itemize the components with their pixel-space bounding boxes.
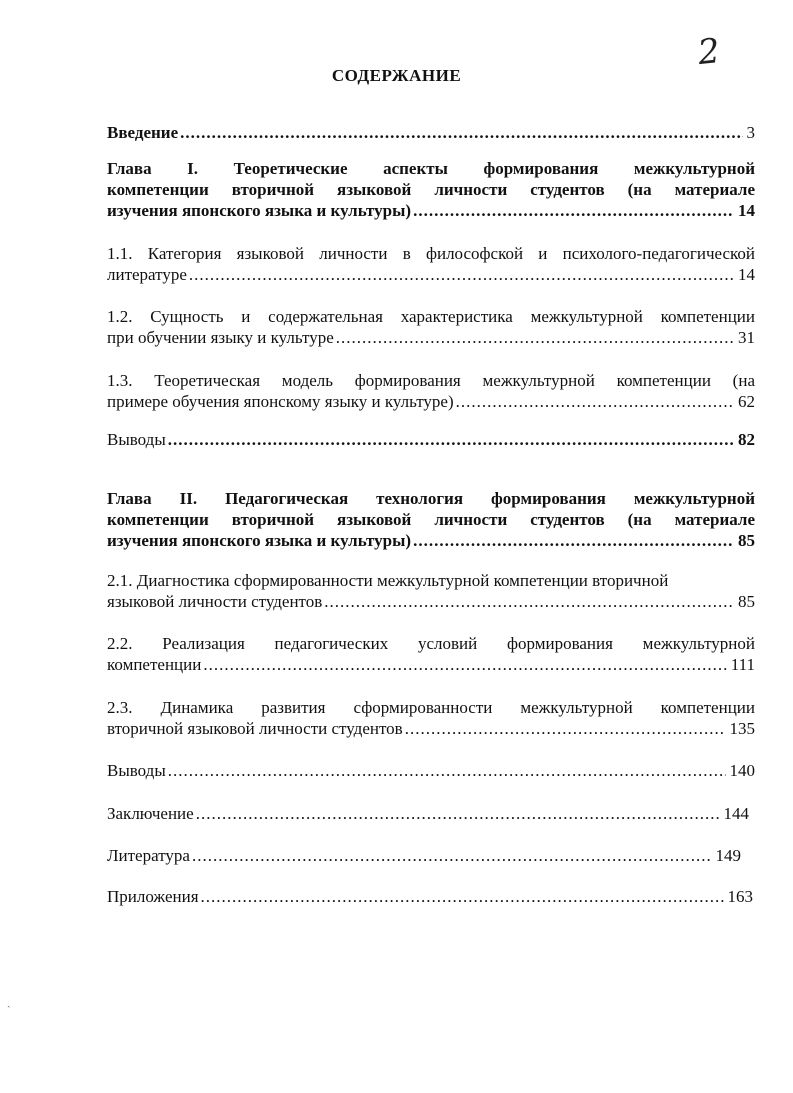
toc-entry-line: 2.2. Реализация педагогических условий формирования межкультурной (107, 634, 755, 653)
leader-dots (405, 718, 726, 739)
leader-dots (413, 200, 734, 221)
toc-entry-conclusions-2 (107, 760, 755, 781)
leader-dots (180, 122, 742, 143)
toc-entry-title: Заключение (107, 804, 194, 823)
toc-entry-line: 1.2. Сущность и содержательная характеристика межкультурной компетенции (107, 307, 755, 326)
toc-entry-page: 85 (738, 531, 755, 550)
leader-dots (203, 654, 726, 675)
toc-entry-page: 31 (738, 328, 755, 347)
leader-dots (324, 591, 734, 612)
toc-entry-line: Глава II. Педагогическая технология формирования межкультурной (107, 489, 755, 508)
toc-entry-appendices (107, 886, 753, 907)
leader-dots (196, 803, 720, 824)
toc-entry-page: 149 (715, 846, 741, 865)
toc-entry-section-2-3 (107, 697, 755, 739)
leader-dots (336, 327, 734, 348)
toc-entry-line: Глава I. Теоретические аспекты формирования межкультурной (107, 159, 755, 178)
toc-entry-page: 144 (723, 804, 749, 823)
toc-entry-page: 85 (738, 592, 755, 611)
leader-dots (189, 264, 734, 285)
toc-entry-line: компетенции (107, 655, 202, 674)
toc-entry-conclusions-1 (107, 429, 755, 450)
toc-entry-line: изучения японского языка и культуры) (107, 531, 412, 550)
toc-entry-introduction (107, 122, 755, 143)
handwritten-page-number: 2 (695, 30, 722, 74)
toc-entry-line: 2.3. Динамика развития сформированности межкультурной компетенции (107, 698, 755, 717)
toc-entry-page: 163 (727, 887, 753, 906)
leader-dots (413, 530, 734, 551)
toc-entry-line: 1.1. Категория языковой личности в философской и психолого-педагогической (107, 244, 755, 263)
toc-entry-conclusion (107, 803, 749, 824)
toc-entry-title: Выводы (107, 430, 166, 449)
toc-entry-page: 14 (738, 201, 755, 220)
toc-entry-page: 62 (738, 392, 755, 411)
toc-entry-line: компетенции вторичной языковой личности студентов (на материале (107, 180, 755, 199)
leader-dots (201, 886, 724, 907)
leader-dots (192, 845, 712, 866)
toc-entry-line: 1.3. Теоретическая модель формирования межкультурной компетенции (на (107, 371, 755, 390)
toc-entry-page: 14 (738, 265, 755, 284)
toc-entry-chapter-1 (107, 158, 755, 221)
toc-entry-line: компетенции вторичной языковой личности студентов (на материале (107, 510, 755, 529)
toc-entry-line: 2.1. Диагностика сформированности межкультурной компетенции вторичной (107, 571, 669, 590)
toc-entry-title: Введение (107, 123, 179, 142)
leader-dots (168, 760, 726, 781)
toc-entry-page: 140 (729, 761, 755, 780)
page-title: СОДЕРЖАНИЕ (331, 66, 462, 85)
toc-entry-page: 82 (738, 430, 755, 449)
leader-dots (168, 429, 734, 450)
toc-entry-line: вторичной языковой личности студентов (107, 719, 403, 738)
toc-entry-line: примере обучения японскому языку и культуре) (107, 392, 454, 411)
toc-entry-section-2-1 (107, 570, 755, 612)
toc-entry-line: языковой личности студентов (107, 592, 323, 611)
toc-entry-section-2-2 (107, 633, 755, 675)
scan-speck: ˎ (7, 997, 11, 1008)
toc-entry-page: 111 (730, 655, 755, 674)
toc-entry-line: при обучении языку и культуре (107, 328, 334, 347)
toc-entry-line: литературе (107, 265, 187, 284)
toc-entry-title: Выводы (107, 761, 166, 780)
toc-entry-section-1-3 (107, 370, 755, 412)
toc-entry-bibliography (107, 845, 741, 866)
toc-entry-chapter-2 (107, 488, 755, 551)
leader-dots (456, 391, 734, 412)
toc-entry-title: Литература (107, 846, 190, 865)
toc-entry-page: 3 (746, 123, 755, 142)
toc-entry-section-1-1 (107, 243, 755, 285)
toc-entry-section-1-2 (107, 306, 755, 348)
toc-entry-title: Приложения (107, 887, 199, 906)
toc-entry-line: изучения японского языка и культуры) (107, 201, 412, 220)
toc-entry-page: 135 (729, 719, 755, 738)
